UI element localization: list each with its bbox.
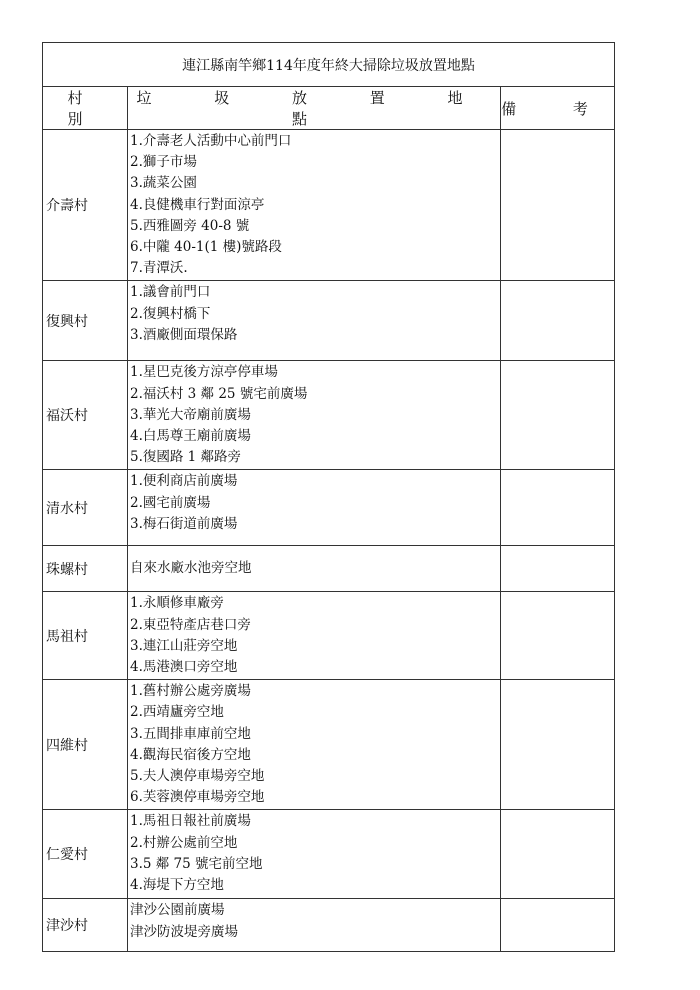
location-item: 1.馬祖日報社前廣場 bbox=[130, 813, 251, 830]
location-item: 1.星巴克後方涼亭停車場 bbox=[130, 364, 278, 381]
location-item: 5.復國路 1 鄰路旁 bbox=[130, 449, 242, 466]
title-row bbox=[43, 43, 615, 87]
village-name: 仁愛村 bbox=[43, 810, 128, 899]
location-list bbox=[128, 546, 501, 592]
location-item: 5.夫人澳停車場旁空地 bbox=[130, 768, 265, 785]
location-item: 4.良健機車行對面涼亭 bbox=[130, 196, 265, 213]
location-item: 4.馬港澳口旁空地 bbox=[130, 659, 238, 676]
location-item: 6.中隴 40-1(1 樓)號路段 bbox=[130, 239, 282, 256]
location-item: 7.青潭沃. bbox=[130, 260, 188, 277]
table-row bbox=[43, 361, 615, 470]
table-row bbox=[43, 546, 615, 592]
remark-cell bbox=[501, 592, 615, 680]
location-item: 3.酒廠側面環保路 bbox=[130, 326, 238, 343]
location-item: 津沙公園前廣場 bbox=[130, 902, 225, 919]
table-row bbox=[43, 810, 615, 899]
village-name: 清水村 bbox=[43, 470, 128, 546]
table-row bbox=[43, 592, 615, 680]
location-item: 自來水廠水池旁空地 bbox=[130, 560, 252, 577]
location-item: 4.觀海民宿後方空地 bbox=[130, 746, 251, 763]
remark-cell bbox=[501, 546, 615, 592]
location-item: 5.西雅圖旁 40-8 號 bbox=[130, 217, 250, 234]
location-item: 1.介壽老人活動中心前門口 bbox=[130, 133, 292, 149]
location-list bbox=[128, 281, 501, 361]
village-name: 福沃村 bbox=[43, 361, 128, 470]
village-name: 津沙村 bbox=[43, 899, 128, 952]
remark-cell bbox=[501, 281, 615, 361]
header-village: 村 別 bbox=[43, 87, 128, 130]
location-item: 3.五間排車庫前空地 bbox=[130, 725, 251, 742]
village-name: 復興村 bbox=[43, 281, 128, 361]
location-item: 3.5 鄰 75 號宅前空地 bbox=[130, 855, 263, 872]
location-item: 2.福沃村 3 鄰 25 號宅前廣場 bbox=[130, 385, 308, 402]
remark-cell bbox=[501, 810, 615, 899]
location-item: 2.西靖廬旁空地 bbox=[130, 704, 224, 721]
location-list bbox=[128, 810, 501, 899]
location-item: 3.梅石街道前廣場 bbox=[130, 515, 238, 532]
remark-cell bbox=[501, 470, 615, 546]
table-row bbox=[43, 680, 615, 810]
disposal-locations-table bbox=[42, 42, 615, 952]
table-row bbox=[43, 281, 615, 361]
location-item: 2.復興村橋下 bbox=[130, 305, 211, 322]
village-name: 四維村 bbox=[43, 680, 128, 810]
location-item: 2.東亞特產店巷口旁 bbox=[130, 616, 251, 633]
table-row bbox=[43, 470, 615, 546]
table-row bbox=[43, 899, 615, 952]
location-item: 津沙防波堤旁廣場 bbox=[130, 923, 238, 940]
header-location: 垃 圾 放 置 地 點 bbox=[128, 87, 501, 130]
remark-cell bbox=[501, 361, 615, 470]
location-item: 2.獅子市場 bbox=[130, 154, 197, 171]
location-item: 1.永順修車廠旁 bbox=[130, 595, 224, 612]
location-item: 3.連江山莊旁空地 bbox=[130, 637, 238, 654]
location-item: 2.國宅前廣場 bbox=[130, 494, 211, 511]
location-item: 3.華光大帝廟前廣場 bbox=[130, 406, 251, 423]
location-item: 3.蔬菜公園 bbox=[130, 175, 197, 192]
village-name: 珠螺村 bbox=[43, 546, 128, 592]
location-item: 1.便利商店前廣場 bbox=[130, 473, 238, 490]
location-item: 4.海堤下方空地 bbox=[130, 877, 224, 894]
location-item: 6.芙蓉澳停車場旁空地 bbox=[130, 789, 265, 806]
remark-cell bbox=[501, 899, 615, 952]
location-list bbox=[128, 130, 501, 281]
village-name: 馬祖村 bbox=[43, 592, 128, 680]
location-item: 2.村辦公處前空地 bbox=[130, 834, 238, 851]
location-item: 4.白馬尊王廟前廣場 bbox=[130, 428, 251, 445]
location-list bbox=[128, 899, 501, 952]
remark-cell bbox=[501, 130, 615, 281]
village-name: 介壽村 bbox=[43, 130, 128, 281]
table-row bbox=[43, 130, 615, 281]
location-item: 1.議會前門口 bbox=[130, 284, 211, 301]
remark-cell bbox=[501, 680, 615, 810]
location-list bbox=[128, 361, 501, 470]
location-list bbox=[128, 680, 501, 810]
document-title: 連江縣南竿鄉114年度年終大掃除垃圾放置地點 bbox=[43, 43, 615, 87]
location-list bbox=[128, 470, 501, 546]
header-remark: 備 考 bbox=[501, 87, 615, 130]
header-row bbox=[43, 87, 615, 130]
location-list bbox=[128, 592, 501, 680]
location-item: 1.舊村辦公處旁廣場 bbox=[130, 683, 251, 700]
